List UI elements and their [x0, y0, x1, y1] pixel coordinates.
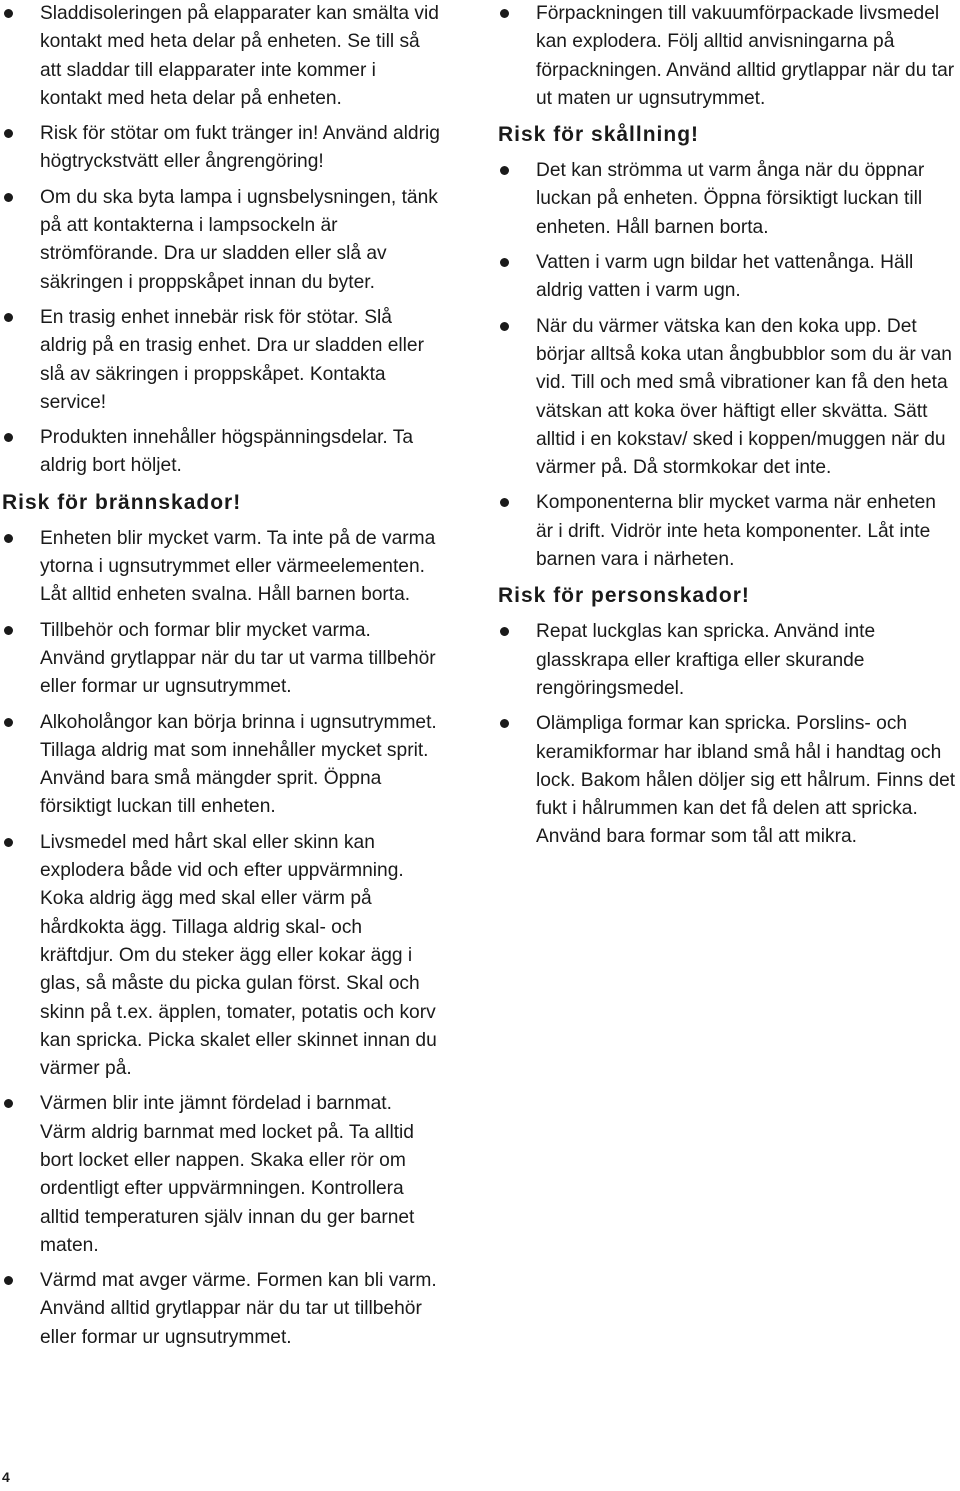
heading-injury: Risk för personskador!	[498, 584, 750, 608]
bullet-icon	[4, 838, 13, 847]
bullet-icon	[4, 718, 13, 727]
bullet-icon	[4, 433, 13, 442]
list-scald	[496, 157, 956, 574]
heading-scald: Risk för skållning!	[498, 123, 700, 147]
list-item: Sladdisoleringen på elapparater kan smälta vid kontakt med heta delar på enheten. Se till så att sladdar till elapparater inte kommer i kontakt med heta delar på enheten.	[0, 0, 440, 113]
bullet-icon	[4, 534, 13, 543]
list-item: Vatten i varm ugn bildar het vattenånga. Häll aldrig vatten i varm ugn.	[496, 249, 956, 306]
bullet-icon	[500, 719, 509, 728]
list-item: Alkoholångor kan börja brinna i ugnsutrymmet. Tillaga aldrig mat som innehåller mycket sprit. Använd bara små mängder sprit. Öppna försiktigt luckan till enheten.	[0, 709, 440, 822]
bullet-icon	[500, 498, 509, 507]
bullet-icon	[4, 129, 13, 138]
list-item: Produkten innehåller högspänningsdelar. Ta aldrig bort höljet.	[0, 424, 440, 481]
list-item: När du värmer vätska kan den koka upp. Det börjar alltså koka utan ångbubblor som du är van vid. Till och med små vibrationer kan få den heta vätskan att koka över häftigt eller skvätta. Sätt alltid i en kokstav/ sked i koppen/muggen när du värmer på. Då stormkokar det inte.	[496, 313, 956, 483]
heading-burns: Risk för brännskador!	[2, 490, 242, 514]
list-injury	[496, 618, 956, 851]
list-top-left	[0, 0, 440, 481]
bullet-icon	[500, 322, 509, 331]
list-item: Förpackningen till vakuumförpackade livsmedel kan explodera. Följ alltid anvisningarna på förpackningen. Använd alltid grytlappar när du tar ut maten ur ugnsutrymmet.	[496, 0, 956, 113]
list-item: Det kan strömma ut varm ånga när du öppnar luckan på enheten. Öppna försiktigt luckan till enheten. Håll barnen borta.	[496, 157, 956, 242]
bullet-icon	[500, 166, 509, 175]
bullet-icon	[4, 1276, 13, 1285]
list-item: En trasig enhet innebär risk för stötar. Slå aldrig på en trasig enhet. Dra ur sladden eller slå av säkringen i proppskåpet. Kontakta service!	[0, 304, 440, 417]
bullet-icon	[500, 258, 509, 267]
bullet-icon	[4, 626, 13, 635]
list-item: Livsmedel med hårt skal eller skinn kan explodera både vid och efter uppvärmning. Koka aldrig ägg med skal eller värm på hårdkokta ägg. Tillaga aldrig skal- och kräftdjur. Om du steker ägg eller kokar ägg i glas, så måste du picka gulan först. Skal och skinn på t.ex. äpplen, tomater, potatis och korv kan spricka. Picka skalet eller skinnet innan du värmer på.	[0, 829, 440, 1084]
list-item: Om du ska byta lampa i ugnsbelysningen, tänk på att kontakterna i lampsockeln är strömförande. Dra ur sladden eller slå av säkringen i proppskåpet innan du byter.	[0, 184, 440, 297]
bullet-icon	[4, 193, 13, 202]
list-item: Komponenterna blir mycket varma när enheten är i drift. Vidrör inte heta komponenter. Låt inte barnen vara i närheten.	[496, 489, 956, 574]
list-burns	[0, 525, 440, 1352]
list-item: Olämpliga formar kan spricka. Porslins- och keramikformar har ibland små hål i handtag och lock. Bakom hålen döljer sig ett hålrum. Finns det fukt i hålrummen kan det få delen att spricka. Använd bara formar som tål att mikra.	[496, 710, 956, 851]
bullet-icon	[4, 9, 13, 18]
list-item: Tillbehör och formar blir mycket varma. Använd grytlappar när du tar ut varma tillbehör eller formar ur ugnsutrymmet.	[0, 617, 440, 702]
left-column	[0, 0, 440, 1359]
list-item: Repat luckglas kan spricka. Använd inte glasskrapa eller kraftiga eller skurande rengöringsmedel.	[496, 618, 956, 703]
list-item: Värmd mat avger värme. Formen kan bli varm. Använd alltid grytlappar när du tar ut tillbehör eller formar ur ugnsutrymmet.	[0, 1267, 440, 1352]
page-number: 4	[2, 1469, 10, 1485]
list-top-right	[496, 0, 956, 113]
list-item: Värmen blir inte jämnt fördelad i barnmat. Värm aldrig barnmat med locket på. Ta alltid bort locket eller nappen. Skaka eller rör om ordentligt efter uppvärmningen. Kontrollera alltid temperaturen själv innan du ger barnet maten.	[0, 1090, 440, 1260]
right-column	[496, 0, 956, 859]
bullet-icon	[4, 1099, 13, 1108]
list-item: Risk för stötar om fukt tränger in! Använd aldrig högtryckstvätt eller ångrengöring!	[0, 120, 440, 177]
bullet-icon	[500, 627, 509, 636]
bullet-icon	[4, 313, 13, 322]
bullet-icon	[500, 9, 509, 18]
list-item: Enheten blir mycket varm. Ta inte på de varma ytorna i ugnsutrymmet eller värmeelementen. Låt alltid enheten svalna. Håll barnen borta.	[0, 525, 440, 610]
